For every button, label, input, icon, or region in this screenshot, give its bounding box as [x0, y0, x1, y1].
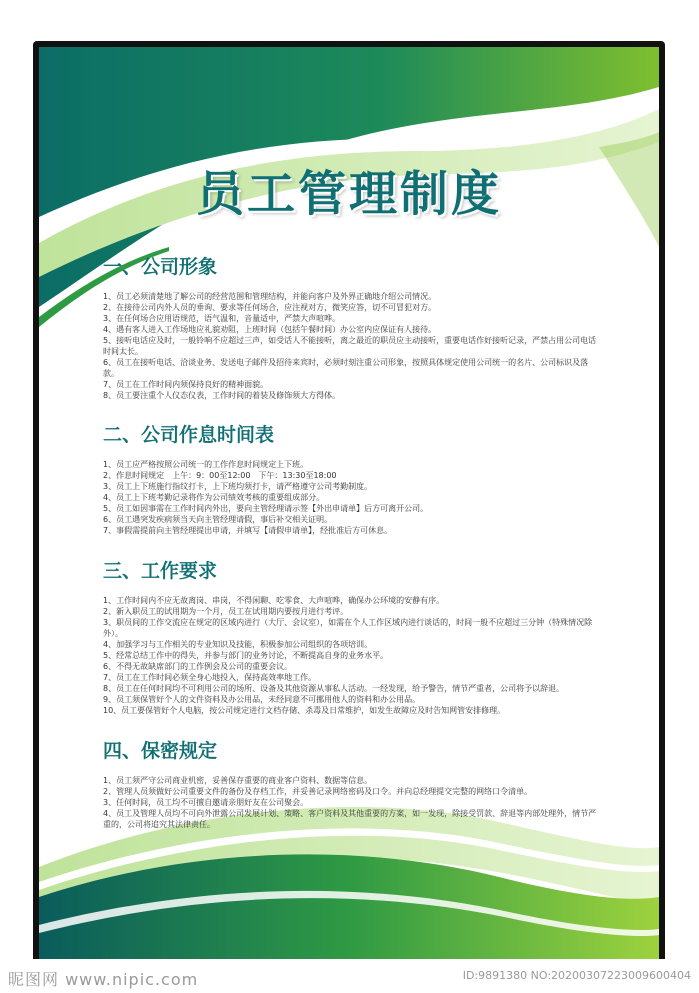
section-work-schedule [103, 423, 599, 536]
rule-item: 4、员工及管理人员均不可向外泄露公司发展计划、策略、客户资料及其他重要的方案，如一发现，除接受罚款、辞退等内部处理外，情节严重的，公司将追究其法律责任。 [103, 809, 597, 829]
poster-title: 员工管理制度 [195, 166, 502, 222]
rule-item: 5、经常总结工作中的得失，并参与部门的业务讨论，不断提高自身的业务水平。 [103, 651, 389, 660]
rule-item: 1、员工必须清楚地了解公司的经营范围和管理结构，并能向客户及外界正确地介绍公司情况。 [103, 292, 437, 301]
rule-list [103, 291, 599, 401]
rule-list [103, 595, 599, 716]
watermark-id: ID:9891380 NO:20200307223009600404 [462, 969, 691, 982]
rule-item: 5、接听电话应及时，一般铃响不应超过三声，如受话人不能接听，离之最近的职员应主动接听，重要电话作好接听记录，严禁占用公司电话时间太长。 [103, 336, 597, 356]
section-heading: 二、公司作息时间表 [103, 424, 275, 446]
rule-item: 3、任何时间，员工均不可擅自邀请亲朋好友在公司聚会。 [103, 798, 309, 807]
section-heading: 四、保密规定 [103, 740, 218, 762]
rule-item: 2、作息时间规定 上午：9：00至12:00 下午：13:30至18:00 [103, 471, 337, 480]
poster [39, 47, 659, 959]
rule-item: 7、员工在工作时间必须全身心地投入，保持高效率地工作。 [103, 673, 317, 682]
rule-item: 7、事假需提前向主管经理提出申请，并填写【请假申请单】，经批准后方可休息。 [103, 526, 393, 535]
section-company-image [103, 255, 599, 401]
section-confidentiality [103, 739, 599, 830]
rule-item: 3、职员间的工作交流应在规定的区域内进行（大厅、会议室），如需在个人工作区域内进行谈话的，时间一般不应超过三分钟（特殊情况除外）。 [103, 618, 593, 638]
section-work-requirements [103, 559, 599, 716]
rule-item: 1、员工应严格按照公司统一的工作作息时间规定上下班。 [103, 460, 309, 469]
rule-item: 3、在任何场合应用语规范，语气温和，音量适中，严禁大声喧哗。 [103, 314, 341, 323]
content-area [103, 255, 599, 830]
rule-list [103, 459, 599, 536]
rule-item: 9、员工须保管好个人的文件资料及办公用品，未经同意不可挪用他人的资料和办公用品。 [103, 695, 421, 704]
watermark-bar [0, 959, 699, 993]
rule-item: 1、工作时间内不应无故离岗、串岗，不得闲聊、吃零食、大声喧哗，确保办公环境的安静有序。 [103, 596, 445, 605]
rule-item: 4、员工上下班考勤记录将作为公司绩效考核的重要组成部分。 [103, 493, 325, 502]
rule-item: 7、员工在工作时间内须保持良好的精神面貌。 [103, 380, 269, 389]
rule-item: 3、员工上下班施行指纹打卡，上下班均须打卡，请严格遵守公司考勤制度。 [103, 482, 373, 491]
rule-item: 6、不得无故缺席部门的工作例会及公司的重要会议。 [103, 662, 293, 671]
rule-item: 8、员工要注重个人仪态仪表，工作时间的着装及修饰须大方得体。 [103, 391, 341, 400]
rule-item: 4、加强学习与工作相关的专业知识及技能，积极参加公司组织的各项培训。 [103, 640, 373, 649]
rule-item: 8、员工在任何时间均不可利用公司的场所、设备及其他资源从事私人活动。一经发现，给予警告，情节严重者，公司将予以辞退。 [103, 684, 565, 693]
section-heading: 一、公司形象 [103, 256, 218, 278]
section-heading: 三、工作要求 [103, 560, 218, 582]
rule-item: 6、员工在接听电话、洽谈业务、发送电子邮件及招待来宾时，必须时刻注重公司形象，按照具体规定使用公司统一的名片、公司标识及落款。 [103, 358, 589, 378]
rule-item: 5、员工如因事需在工作时间内外出，要向主管经理请示签【外出申请单】后方可离开公司。 [103, 504, 429, 513]
rule-item: 2、在接待公司内外人员的垂询、要求等任何场合，应注视对方，微笑应答，切不可冒犯对方。 [103, 303, 437, 312]
watermark-site: 昵图网 www.nipic.com [8, 970, 199, 989]
rule-item: 2、管理人员须做好公司重要文件的备份及存档工作，并妥善记录网络密码及口令。并向总经理提交完整的网络口令清单。 [103, 787, 533, 796]
rule-item: 2、新入职员工的试用期为一个月，员工在试用期内要按月进行考评。 [103, 607, 349, 616]
rule-list [103, 775, 599, 830]
rule-item: 10、员工要保管好个人电脑，按公司规定进行文档存储、杀毒及日常维护，如发生故障应及时告知网管安排修理。 [103, 706, 506, 715]
rule-item: 1、员工须严守公司商业机密，妥善保存重要的商业客户资料、数据等信息。 [103, 776, 373, 785]
rule-item: 4、遇有客人进入工作场地应礼貌劝阻，上班时间（包括午餐时间）办公室内应保证有人接待。 [103, 325, 437, 334]
rule-item: 6、员工遇突发疾病须当天向主管经理请假，事后补交相关证明。 [103, 515, 333, 524]
